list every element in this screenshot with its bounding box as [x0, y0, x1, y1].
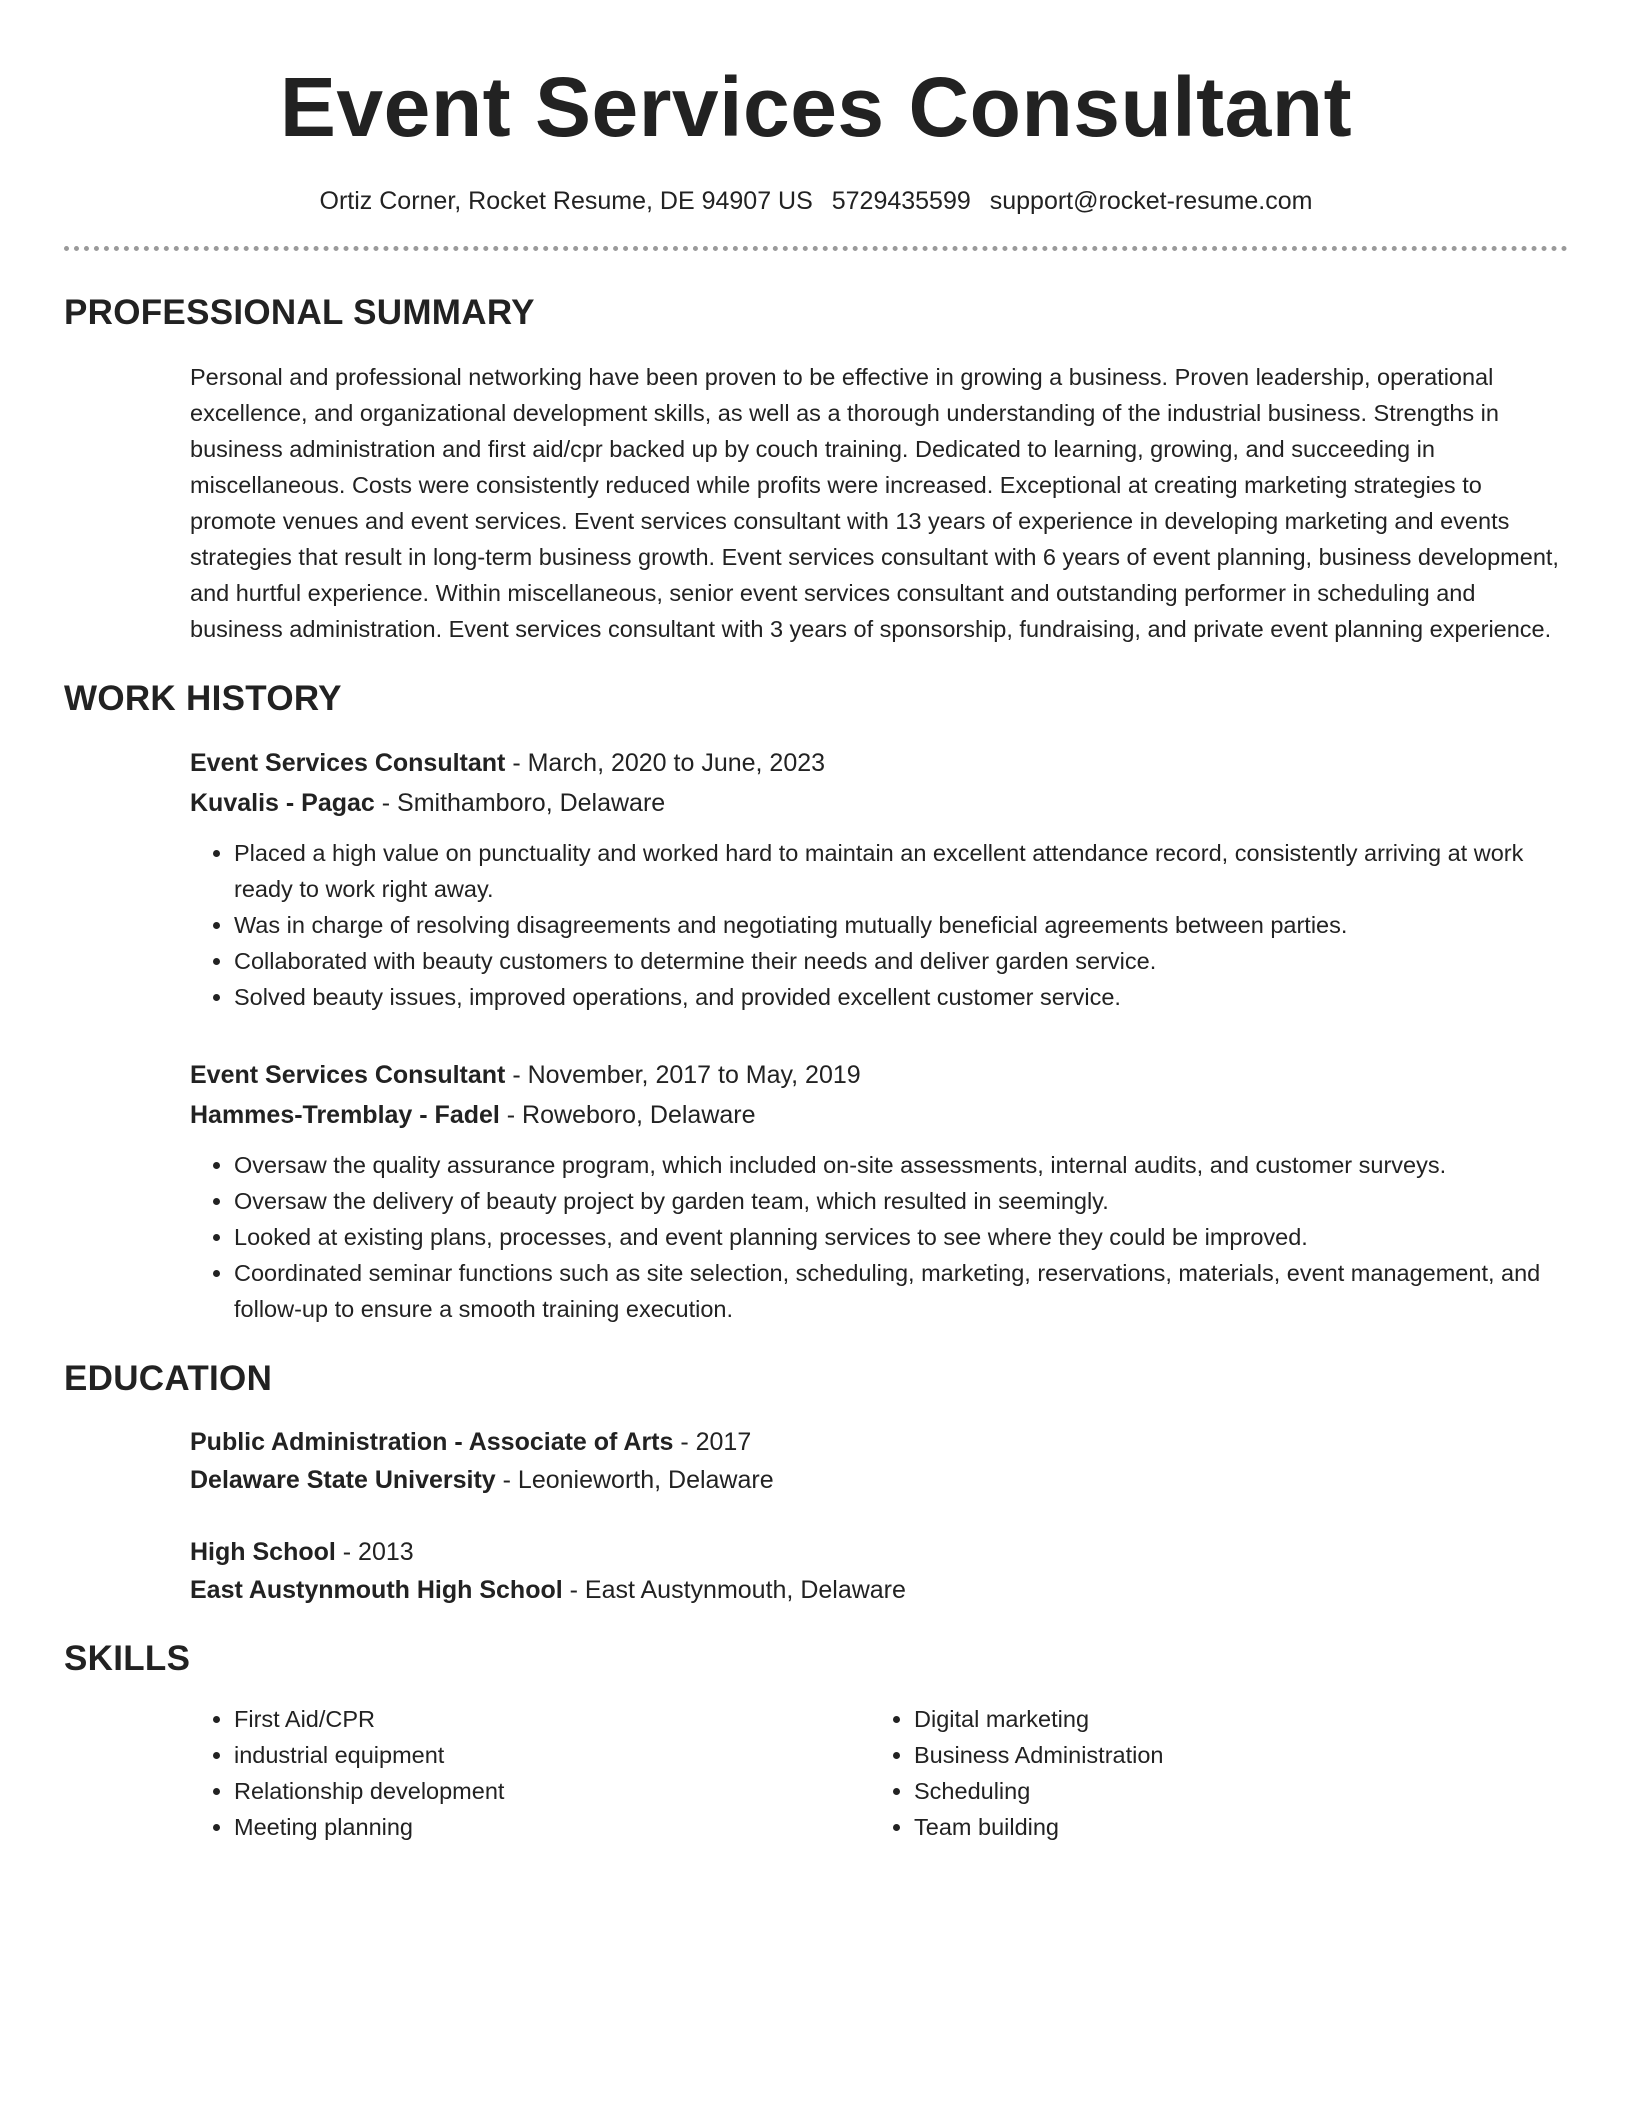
- job-title-line: [190, 743, 1568, 783]
- list-item: • Collaborated with beauty customers to determine their needs and deliver garden service.: [234, 943, 1568, 979]
- header-divider: [64, 246, 1568, 251]
- skill-item: • Digital marketing: [914, 1701, 1550, 1737]
- job-dates: - March, 2020 to June, 2023: [505, 749, 826, 777]
- list-item: • Oversaw the quality assurance program, which included on-site assessments, internal audits, and customer surveys.: [234, 1147, 1568, 1183]
- contact-line: [64, 184, 1568, 218]
- skill-item: • industrial equipment: [234, 1737, 870, 1773]
- contact-address: Ortiz Corner, Rocket Resume, DE 94907 US: [319, 187, 813, 215]
- education-school-line: [190, 1461, 1568, 1499]
- job-title-line: [190, 1055, 1568, 1095]
- list-item: • Solved beauty issues, improved operations, and provided excellent customer service.: [234, 979, 1568, 1015]
- list-item: • Placed a high value on punctuality and worked hard to maintain an excellent attendance record, consistently arriving at work ready to work right away.: [234, 835, 1568, 907]
- skills-column-left: [190, 1701, 870, 1845]
- section-education: [64, 1357, 1568, 1609]
- skills-grid: [190, 1701, 1568, 1845]
- skill-item: • First Aid/CPR: [234, 1701, 870, 1737]
- job-company: Kuvalis - Pagac: [190, 789, 375, 817]
- education-location: - East Austynmouth, Delaware: [562, 1576, 906, 1604]
- education-school: Delaware State University: [190, 1466, 496, 1494]
- education-school: East Austynmouth High School: [190, 1576, 563, 1604]
- skill-item: • Business Administration: [914, 1737, 1550, 1773]
- job-bullets: [190, 1147, 1568, 1327]
- job-entry: [190, 1055, 1568, 1327]
- job-company-line: [190, 1095, 1568, 1135]
- skill-item: • Meeting planning: [234, 1809, 870, 1845]
- list-item: • Coordinated seminar functions such as site selection, scheduling, marketing, reservations, materials, event management, and follow-up to ensure a smooth training execution.: [234, 1255, 1568, 1327]
- education-entry: [190, 1423, 1568, 1499]
- skill-item: • Team building: [914, 1809, 1550, 1845]
- resume-header: [64, 0, 1568, 218]
- education-degree-line: [190, 1423, 1568, 1461]
- list-item: • Was in charge of resolving disagreements and negotiating mutually beneficial agreements between parties.: [234, 907, 1568, 943]
- education-entry: [190, 1533, 1568, 1609]
- section-title-skills: SKILLS: [64, 1639, 191, 1678]
- section-title-education: EDUCATION: [64, 1359, 273, 1398]
- list-item: • Looked at existing plans, processes, and event planning services to see where they could be improved.: [234, 1219, 1568, 1255]
- job-company-line: [190, 783, 1568, 823]
- section-skills: [64, 1637, 1568, 1845]
- job-company: Hammes-Tremblay - Fadel: [190, 1101, 500, 1129]
- education-year: - 2017: [673, 1428, 752, 1456]
- job-entry: [190, 743, 1568, 1015]
- education-degree-line: [190, 1533, 1568, 1571]
- section-title-work: WORK HISTORY: [64, 679, 342, 718]
- list-item: • Oversaw the delivery of beauty project by garden team, which resulted in seemingly.: [234, 1183, 1568, 1219]
- section-professional-summary: [64, 291, 1568, 647]
- job-location: - Smithamboro, Delaware: [374, 789, 666, 817]
- section-work-history: [64, 677, 1568, 1327]
- contact-email: support@rocket-resume.com: [989, 187, 1313, 215]
- section-title-summary: PROFESSIONAL SUMMARY: [64, 293, 535, 332]
- job-role: Event Services Consultant: [190, 749, 506, 777]
- education-school-line: [190, 1571, 1568, 1609]
- job-dates: - November, 2017 to May, 2019: [505, 1061, 861, 1089]
- education-degree: Public Administration - Associate of Arts: [190, 1428, 674, 1456]
- candidate-name: Event Services Consultant: [279, 60, 1353, 154]
- education-year: - 2013: [335, 1538, 414, 1566]
- contact-phone: 5729435599: [831, 187, 971, 215]
- summary-text: Personal and professional networking have been proven to be effective in growing a business. Proven leadership, operational excellence, and organizational development skills, as well as a thorough understanding of the industrial business. Strengths in business administration and first aid/cpr backed up by couch training. Dedicated to learning, growing, and succeeding in miscellaneous. Costs were consistently reduced while profits were increased. Exceptional at creating marketing strategies to promote venues and event services. Event services consultant with 13 years of experience in developing marketing and events strategies that result in long-term business growth. Event services consultant with 6 years of event planning, business development, and hurtful experience. Within miscellaneous, senior event services consultant and outstanding performer in scheduling and business administration. Event services consultant with 3 years of sponsorship, fundraising, and private event planning experience.: [190, 364, 1559, 642]
- education-location: - Leonieworth, Delaware: [495, 1466, 774, 1494]
- education-degree: High School: [190, 1538, 336, 1566]
- skill-item: • Relationship development: [234, 1773, 870, 1809]
- skills-column-right: [870, 1701, 1550, 1845]
- skill-item: • Scheduling: [914, 1773, 1550, 1809]
- job-bullets: [190, 835, 1568, 1015]
- job-role: Event Services Consultant: [190, 1061, 506, 1089]
- job-location: - Roweboro, Delaware: [499, 1101, 756, 1129]
